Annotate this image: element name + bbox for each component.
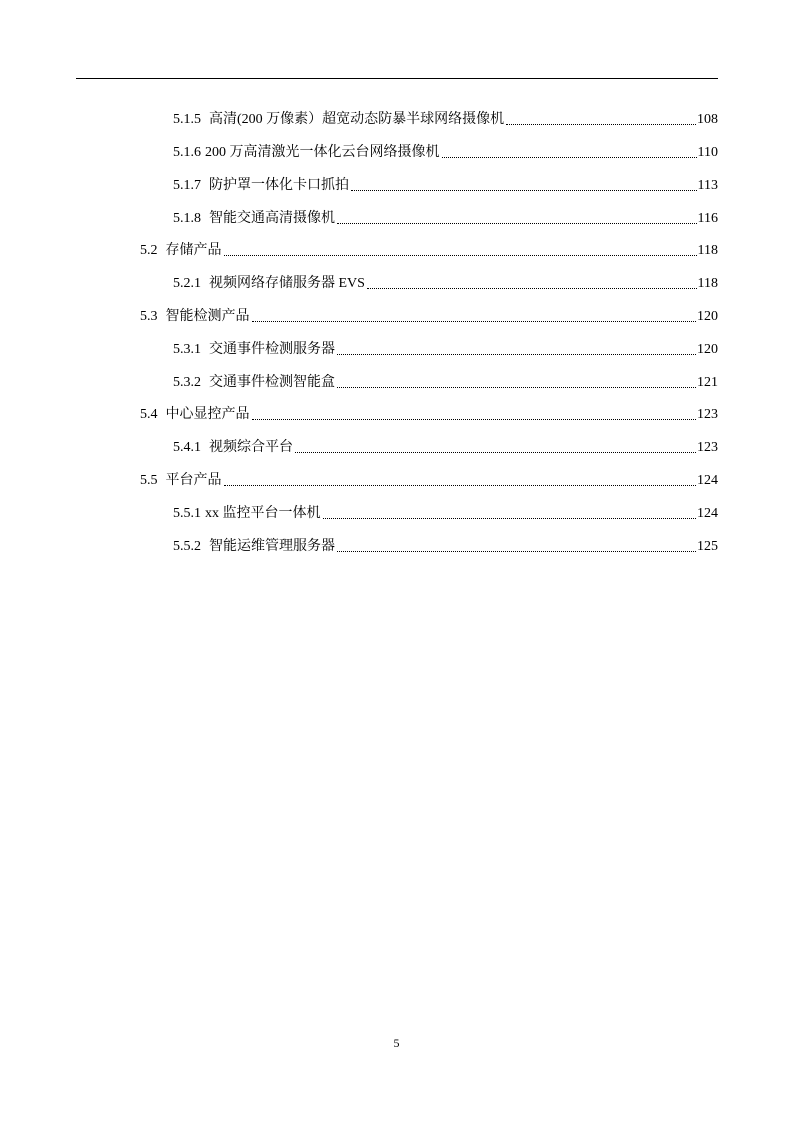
toc-entry-5-5[interactable] [140,457,718,490]
toc-leader-dots [295,442,696,453]
toc-leader-dots [337,541,696,552]
toc-leader-dots [337,377,696,388]
toc-leader-dots [367,278,697,289]
toc-leader-dots [323,508,697,519]
toc-entry-5-3[interactable] [140,293,718,326]
toc-leader-dots [442,147,697,158]
toc-entry-page: 113 [697,178,718,193]
toc-entry-title: 200 万高清激光一体化云台网络摄像机 [205,145,440,160]
toc-entry-page: 116 [697,211,718,226]
toc-entry-title: 视频网络存储服务器 EVS [209,276,365,291]
toc-entry-5-3-2[interactable] [173,359,718,392]
toc-entry-title: 防护罩一体化卡口抓拍 [209,178,349,193]
toc-entry-title: 智能运维管理服务器 [209,539,335,554]
toc-entry-page: 124 [697,506,718,521]
toc-entry-number: 5.5.2 [173,539,201,554]
toc-entry-number: 5.1.6 [173,145,201,160]
toc-entry-title: xx 监控平台一体机 [205,506,321,521]
toc-leader-dots [351,180,697,191]
toc-entry-title: 智能交通高清摄像机 [209,211,335,226]
toc-entry-title: 平台产品 [165,473,222,488]
toc-entry-number: 5.3.1 [173,342,201,357]
header-rule [76,78,718,79]
toc-entry-page: 110 [697,145,718,160]
toc-entry-page: 123 [697,407,718,422]
toc-entry-page: 108 [697,112,718,127]
toc-entry-page: 120 [697,309,718,324]
toc-entry-5-2[interactable] [140,227,718,260]
toc-entry-page: 118 [697,243,718,258]
toc-entry-title: 交通事件检测智能盒 [209,375,335,390]
toc-leader-dots [224,475,697,486]
toc-entry-title: 交通事件检测服务器 [209,342,335,357]
toc-entry-number: 5.3 [140,309,158,324]
toc-entry-number: 5.1.8 [173,211,201,226]
toc-entry-number: 5.2 [140,243,158,258]
toc-entry-number: 5.5.1 [173,506,201,521]
toc-entry-title: 智能检测产品 [165,309,250,324]
toc-entry-number: 5.5 [140,473,158,488]
toc-entry-number: 5.1.7 [173,178,201,193]
toc-entry-5-4-1[interactable] [173,424,718,457]
toc-entry-page: 120 [697,342,718,357]
toc-entry-page: 123 [697,440,718,455]
toc-entry-number: 5.4.1 [173,440,201,455]
toc-entry-5-4[interactable] [140,391,718,424]
page-number: 5 [393,1036,400,1050]
toc-entry-title: 存储产品 [165,243,222,258]
toc-entry-5-3-1[interactable] [173,326,718,359]
toc-entry-5-1-8[interactable] [173,195,718,228]
toc-entry-title: 高清(200 万像素）超宽动态防暴半球网络摄像机 [209,112,505,127]
toc-leader-dots [224,245,697,256]
toc-entry-number: 5.3.2 [173,375,201,390]
toc-entry-5-5-2[interactable] [173,523,718,556]
toc-leader-dots [252,311,697,322]
toc-entry-number: 5.2.1 [173,276,201,291]
toc-entry-5-5-1[interactable] [173,490,718,523]
toc-entry-page: 121 [697,375,718,390]
toc-entry-5-2-1[interactable] [173,260,718,293]
toc-entry-number: 5.4 [140,407,158,422]
toc-leader-dots [252,409,697,420]
toc-leader-dots [337,344,696,355]
toc-entry-5-1-5[interactable] [173,96,718,129]
toc-entry-title: 视频综合平台 [209,440,293,455]
toc-entry-page: 124 [697,473,718,488]
toc-entry-5-1-7[interactable] [173,162,718,195]
toc-leader-dots [337,213,697,224]
toc-entry-page: 125 [697,539,718,554]
toc-entry-5-1-6[interactable] [173,129,718,162]
toc-entry-page: 118 [697,276,718,291]
toc-entry-title: 中心显控产品 [165,407,250,422]
toc-leader-dots [506,114,696,125]
toc-entry-number: 5.1.5 [173,112,201,127]
